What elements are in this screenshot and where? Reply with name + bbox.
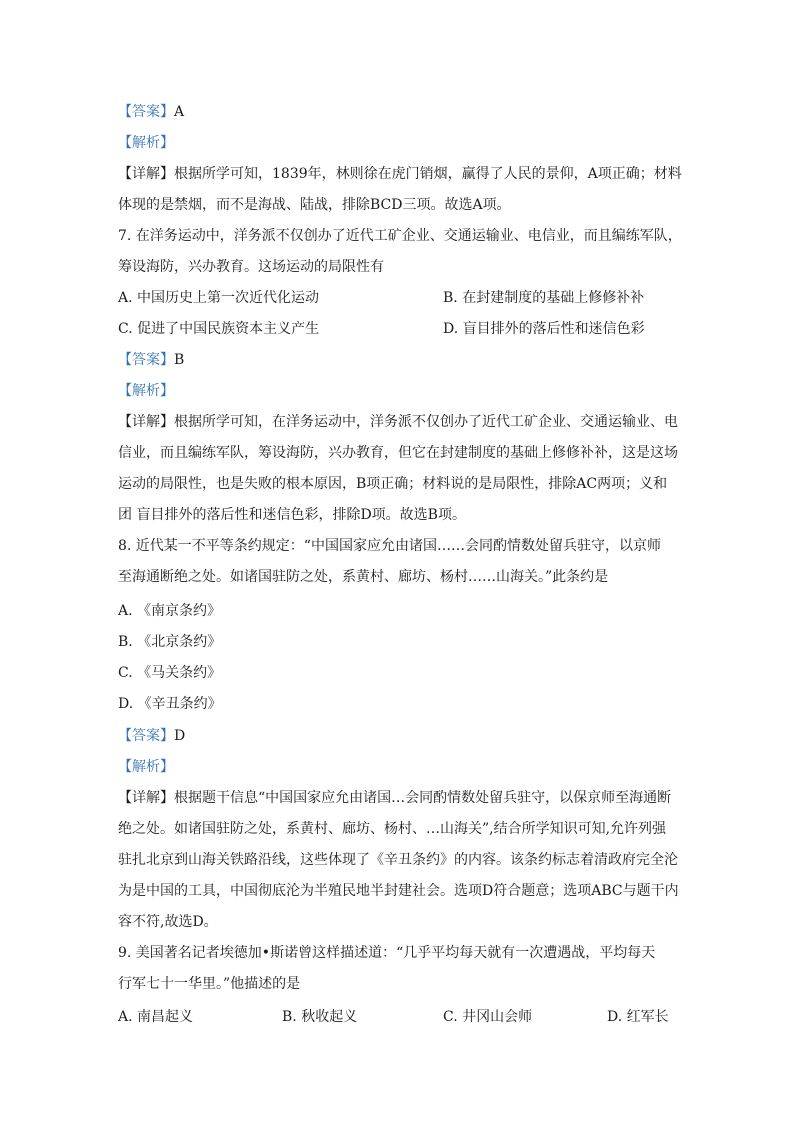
q7-detail-line: 团 盲目排外的落后性和迷信色彩，排除D项。故选B项。 (118, 507, 466, 523)
q9-stem-line: 9. 美国著名记者埃德加•斯诺曾这样描述道：“几乎平均每天就有一次遭遇战，平均每天 (118, 945, 656, 961)
q8-option-a: A. 《南京条约》 (118, 603, 222, 619)
answer-label: 【答案】 (118, 104, 174, 120)
q7-answer (118, 350, 184, 370)
detail-label: 【详解】 (118, 166, 174, 182)
q8-option-d: D. 《辛丑条约》 (118, 696, 222, 712)
q7-option-d: D. 盲目排外的落后性和迷信色彩 (443, 321, 645, 337)
q8-stem-line: 至海通断绝之处。如诸国驻防之处，系黄村、廊坊、杨村……山海关。”此条约是 (118, 569, 609, 585)
detail-label: 【详解】 (118, 790, 174, 806)
answer-value: D (174, 728, 186, 744)
q7-stem-line: 7. 在洋务运动中，洋务派不仅创办了近代工矿企业、交通运输业、电信业，而且编练军队， (118, 228, 682, 244)
detail-label: 【详解】 (118, 414, 174, 430)
q7-detail-line: 信业，而且编练军队，筹设海防，兴办教育，但它在封建制度的基础上修修补补，这是这场 (118, 445, 678, 461)
q9-stem-line: 行军七十一华里。”他描述的是 (118, 976, 301, 992)
q8-detail-line: 为是中国的工具，中国彻底沦为半殖民地半封建社会。选项D符合题意；选项ABC与题干内 (118, 883, 679, 899)
answer-value: B (174, 352, 185, 368)
q8-stem-line: 8. 近代某一不平等条约规定：“中国国家应允由诸国……会同酌情数处留兵驻守，以京师 (118, 538, 661, 554)
answer-value: A (174, 104, 185, 120)
q7-detail-line: 运动的局限性，也是失败的根本原因，B项正确；材料说的是局限性，排除AC两项；义和 (118, 476, 668, 492)
q9-option-a: A. 南昌起义 (118, 1009, 194, 1025)
q8-detail-line (118, 788, 671, 808)
prev-analysis-label: 【解析】 (118, 135, 174, 151)
answer-label: 【答案】 (118, 352, 174, 368)
prev-answer (118, 102, 184, 122)
q7-option-b: B. 在封建制度的基础上修修补补 (443, 290, 645, 306)
answer-label: 【答案】 (118, 728, 174, 744)
q8-option-b: B. 《北京条约》 (118, 634, 222, 650)
q8-detail-line: 驻扎北京到山海关铁路沿线，这些体现了《辛丑条约》的内容。该条约标志着清政府完全沦 (118, 852, 678, 868)
q9-option-d: D. 红军长 (607, 1009, 669, 1025)
prev-detail-line: 体现的是禁烟，而不是海战、陆战，排除BCD三项。故选A项。 (118, 197, 511, 213)
q8-analysis-label: 【解析】 (118, 759, 174, 775)
q7-option-c: C. 促进了中国民族资本主义产生 (118, 321, 320, 337)
q7-option-a: A. 中国历史上第一次近代化运动 (118, 290, 320, 306)
q7-analysis-label: 【解析】 (118, 383, 174, 399)
prev-detail-line (118, 164, 682, 184)
q7-detail-line (118, 412, 678, 432)
q7-stem-line: 筹设海防，兴办教育。这场运动的局限性有 (118, 259, 384, 275)
q8-detail-line: 容不符,故选D。 (118, 914, 218, 930)
q8-answer (118, 726, 185, 746)
q8-detail-line: 绝之处。如诸国驻防之处，系黄村、廊坊、杨村、…山海关”,结合所学知识可知,允许列强 (118, 821, 667, 837)
q9-option-b: B. 秋收起义 (282, 1009, 358, 1025)
q9-option-c: C. 井冈山会师 (443, 1009, 533, 1025)
detail-text: 根据所学可知，在洋务运动中，洋务派不仅创办了近代工矿企业、交通运输业、电 (174, 414, 678, 430)
detail-text: 根据题干信息“中国国家应允由诸国…会同酌情数处留兵驻守，以保京师至海通断 (174, 790, 672, 806)
detail-text: 根据所学可知，1839年，林则徐在虎门销烟，赢得了人民的景仰，A项正确；材料 (174, 166, 682, 182)
q8-option-c: C. 《马关条约》 (118, 665, 222, 681)
